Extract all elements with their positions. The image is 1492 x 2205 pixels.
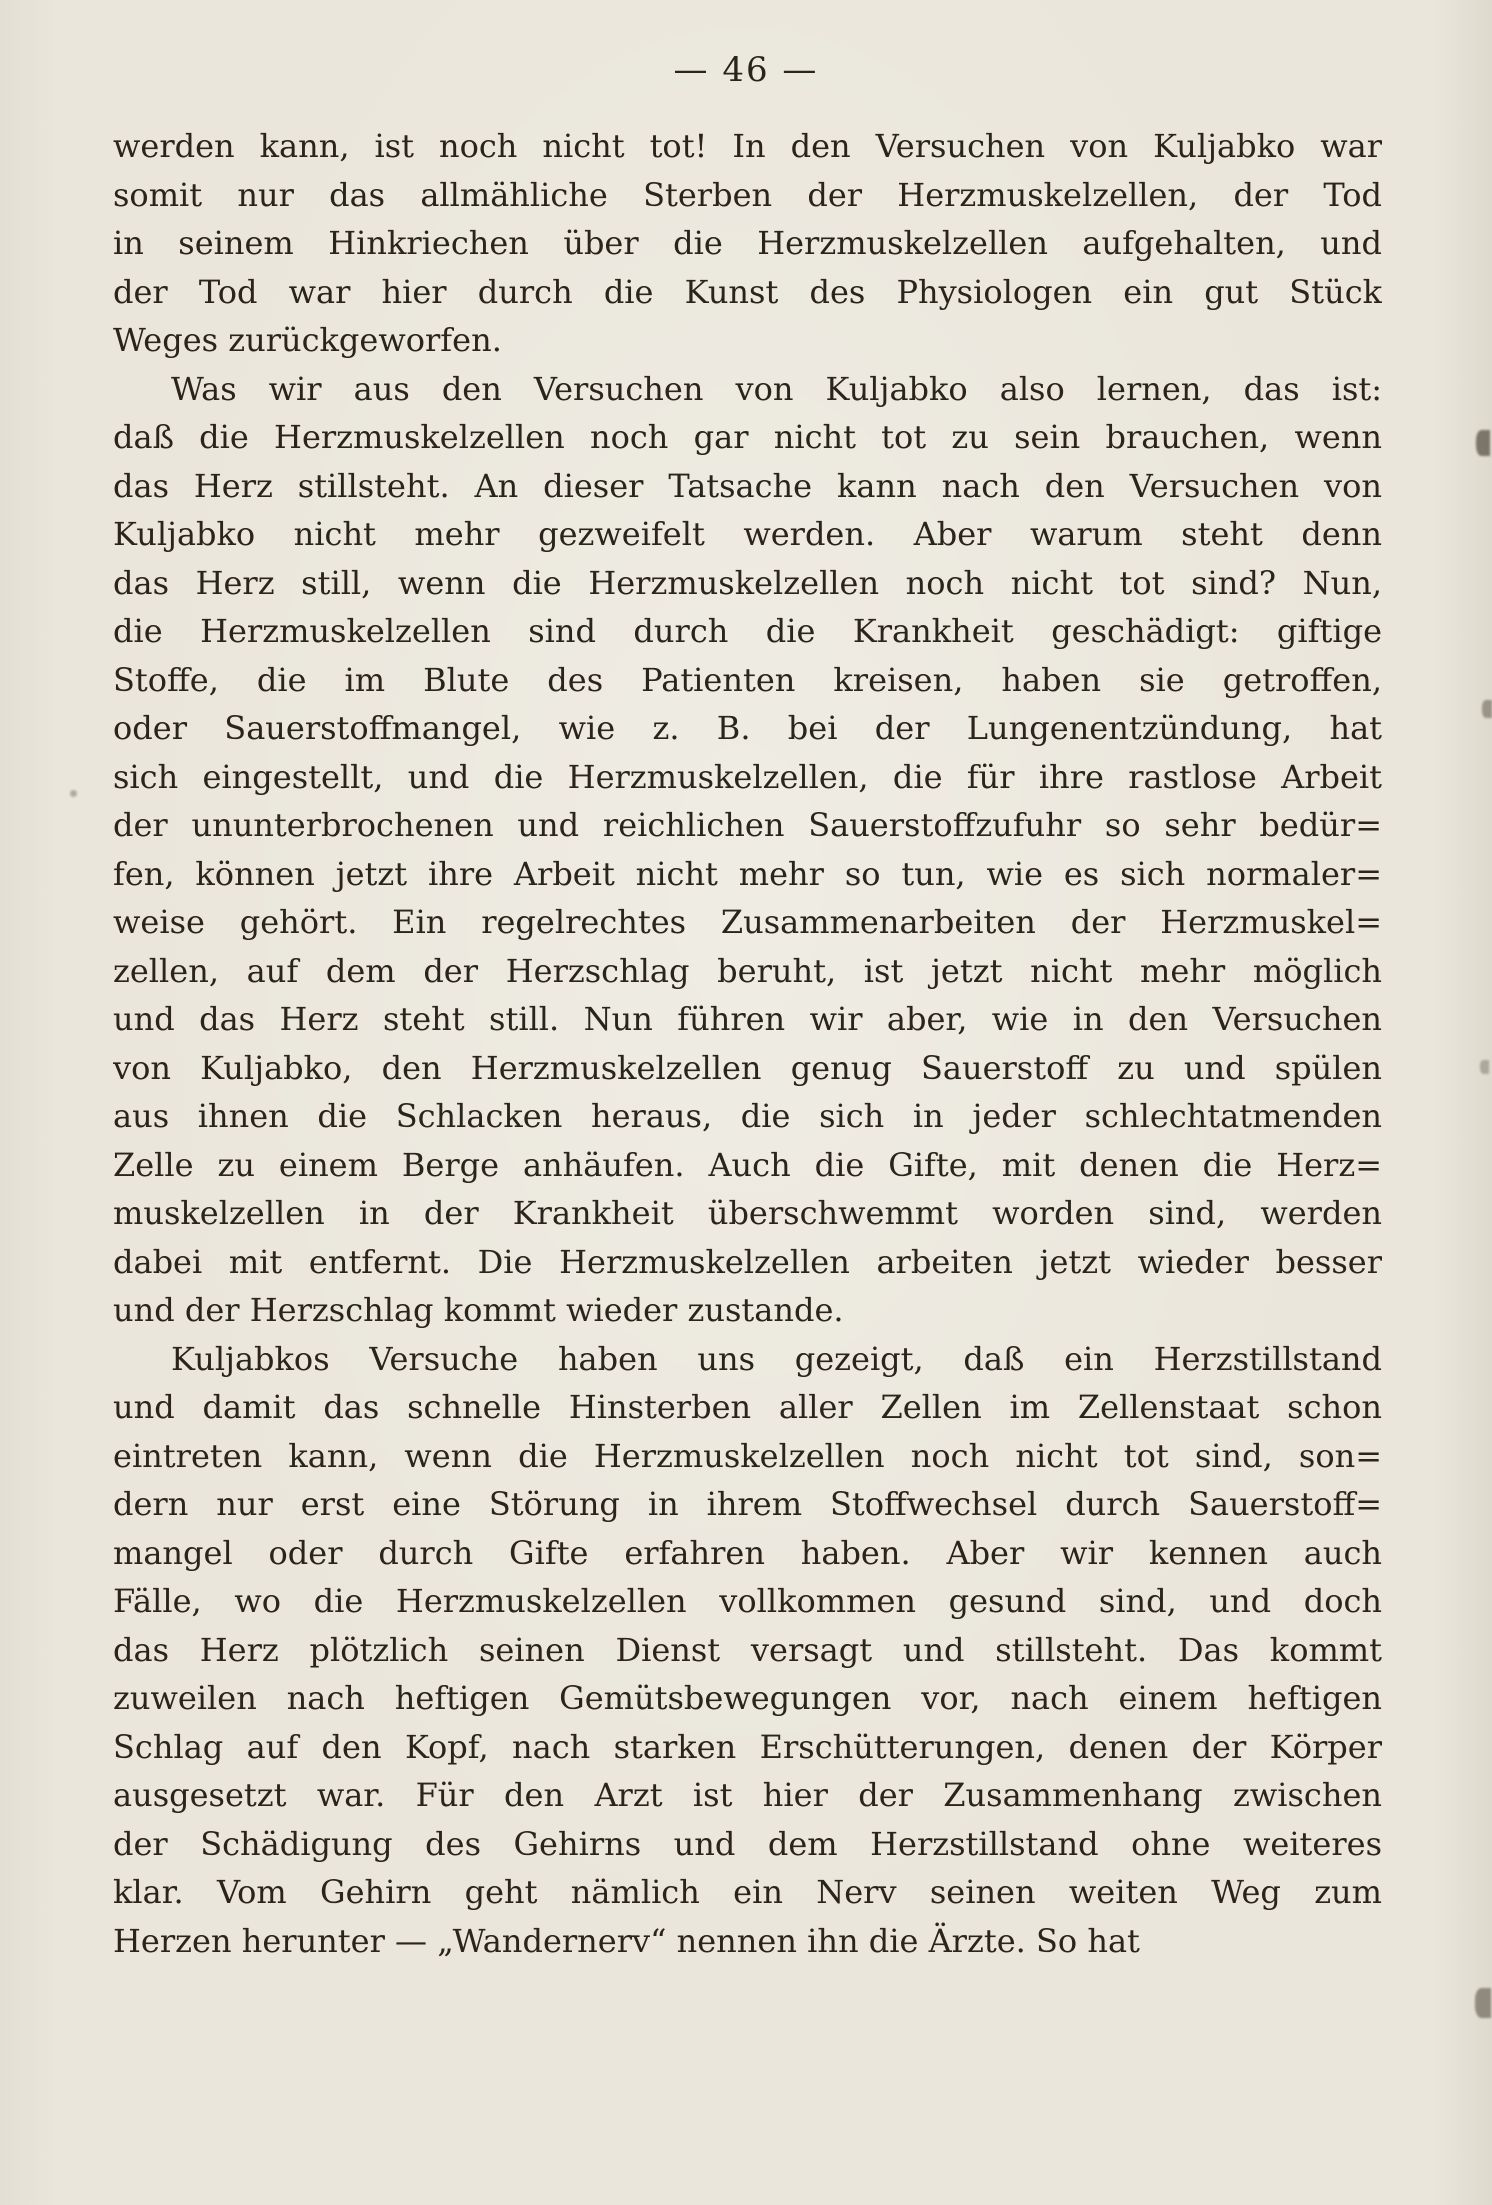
paragraph <box>113 122 1382 365</box>
text-line: Kuljabkos Versuche haben uns gezeigt, daß ein Herzstillstand <box>171 1339 1382 1378</box>
text-line: dabei mit entfernt. Die Herzmuskelzellen arbeiten jetzt wieder besser <box>113 1242 1382 1281</box>
text-line: werden kann, ist noch nicht tot! In den Versuchen von Kuljabko war <box>113 127 1382 165</box>
text-line: klar. Vom Gehirn geht nämlich ein Nerv seinen weiten Weg zum <box>113 1873 1382 1911</box>
text-line: Schlag auf den Kopf, nach starken Erschütterungen, denen der Körper <box>113 1727 1382 1766</box>
text-line: Stoffe, die im Blute des Patienten kreisen, haben sie getroffen, <box>113 660 1382 699</box>
text-line: Weges zurückgeworfen. <box>113 321 502 359</box>
text-line: ausgesetzt war. Für den Arzt ist hier der Zusammenhang zwischen <box>113 1776 1382 1814</box>
scan-artifact <box>70 790 77 797</box>
text-line: von Kuljabko, den Herzmuskelzellen genug Sauerstoff zu und spülen <box>113 1048 1382 1087</box>
text-line: sich eingestellt, und die Herzmuskelzellen, die für ihre rastlose Arbeit <box>113 757 1382 796</box>
page-number: — 46 — <box>673 50 819 90</box>
text-line: somit nur das allmähliche Sterben der Herzmuskelzellen, der Tod <box>113 175 1382 214</box>
text-line: das Herz still, wenn die Herzmuskelzellen noch nicht tot sind? Nun, <box>113 563 1382 602</box>
text-line: fen, können jetzt ihre Arbeit nicht mehr so tun, wie es sich normaler= <box>113 854 1382 893</box>
text-line: Zelle zu einem Berge anhäufen. Auch die Gifte, mit denen die Herz= <box>113 1145 1382 1184</box>
text-line: und damit das schnelle Hinsterben aller Zellen im Zellenstaat schon <box>113 1388 1382 1426</box>
text-line: der Schädigung des Gehirns und dem Herzstillstand ohne weiteres <box>113 1824 1382 1863</box>
paragraph <box>113 365 1382 1335</box>
text-line: Kuljabko nicht mehr gezweifelt werden. Aber warum steht denn <box>113 515 1382 553</box>
text-line: und das Herz steht still. Nun führen wir aber, wie in den Versuchen <box>113 1000 1382 1038</box>
scan-artifact <box>1476 430 1490 456</box>
text-line: eintreten kann, wenn die Herzmuskelzellen noch nicht tot sind, son= <box>113 1436 1382 1475</box>
text-line: daß die Herzmuskelzellen noch gar nicht tot zu sein brauchen, wenn <box>113 418 1382 456</box>
text-line: aus ihnen die Schlacken heraus, die sich in jeder schlechtatmenden <box>113 1097 1382 1135</box>
text-line: der ununterbrochenen und reichlichen Sauerstoffzufuhr so sehr bedür= <box>113 806 1382 844</box>
scan-artifact <box>1475 1988 1491 2018</box>
paragraph <box>113 1335 1382 1966</box>
text-line: mangel oder durch Gifte erfahren haben. Aber wir kennen auch <box>113 1533 1382 1572</box>
text-line: Fälle, wo die Herzmuskelzellen vollkommen gesund sind, und doch <box>113 1582 1382 1620</box>
text-line: weise gehört. Ein regelrechtes Zusammenarbeiten der Herzmuskel= <box>113 903 1382 941</box>
text-line: der Tod war hier durch die Kunst des Physiologen ein gut Stück <box>113 272 1382 311</box>
text-line: das Herz stillsteht. An dieser Tatsache kann nach den Versuchen von <box>113 466 1382 505</box>
text-line: die Herzmuskelzellen sind durch die Krankheit geschädigt: giftige <box>113 612 1382 650</box>
text-line: zuweilen nach heftigen Gemütsbewegungen vor, nach einem heftigen <box>113 1679 1382 1717</box>
text-line: das Herz plötzlich seinen Dienst versagt und stillsteht. Das kommt <box>113 1630 1382 1669</box>
scan-artifact <box>1482 700 1492 718</box>
text-line: und der Herzschlag kommt wieder zustande. <box>113 1291 844 1329</box>
scan-artifact <box>1480 1060 1489 1074</box>
text-line: dern nur erst eine Störung in ihrem Stoffwechsel durch Sauerstoff= <box>113 1485 1382 1523</box>
text-line: oder Sauerstoffmangel, wie z. B. bei der Lungenentzündung, hat <box>113 709 1382 747</box>
text-line: Was wir aus den Versuchen von Kuljabko also lernen, das ist: <box>171 369 1382 408</box>
text-line: muskelzellen in der Krankheit überschwemmt worden sind, werden <box>113 1194 1382 1232</box>
text-line: zellen, auf dem der Herzschlag beruht, ist jetzt nicht mehr möglich <box>113 951 1382 990</box>
text-line: in seinem Hinkriechen über die Herzmuskelzellen aufgehalten, und <box>113 224 1382 262</box>
text-line: Herzen herunter — „Wandernerv“ nennen ihn die Ärzte. So hat <box>113 1921 1140 1960</box>
text-block <box>113 122 1382 1965</box>
